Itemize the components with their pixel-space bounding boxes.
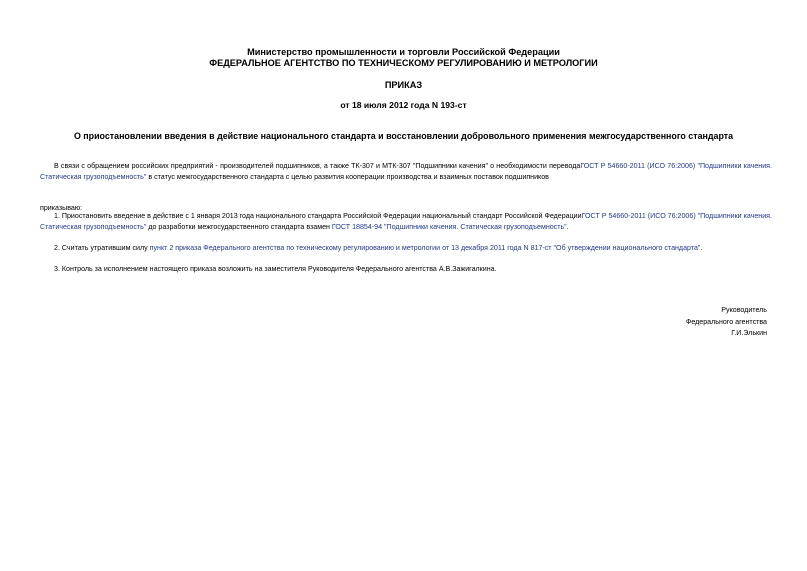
item-1-paragraph — [40, 211, 772, 234]
signature-position: Руководитель — [721, 306, 767, 314]
item-3-paragraph — [40, 264, 772, 275]
signature-agency: Федерального агентства — [685, 318, 767, 326]
item-3-text: 3. Контроль за исполнением настоящего приказа возложить на заместителя Руководителя Федерального агентства А.В.Зажигалкина. — [54, 265, 497, 273]
item-1-text: 1. Приостановить введение в действие с 1 января 2013 года национального стандарта Российской Федерации национальный стандарт Российской Федерации — [54, 212, 582, 220]
preamble-paragraph — [40, 161, 772, 184]
preamble-text: В связи с обращением российских предприятий - производителей подшипников, а также ТК-307 и МТК-307 "Подшипники качения" о необходимости перевода — [54, 162, 581, 170]
item-2-paragraph — [40, 243, 772, 254]
order-817-link[interactable]: пункт 2 приказа Федерального агентства по техническому регулированию и метрологии от 13 декабря 2011 года N 817-ст "Об утверждении национального стандарта" — [149, 244, 701, 252]
signature-name: Г.И.Элькин — [731, 329, 767, 337]
gost-r-54660-link-2[interactable]: ГОСТ Р 54660-2011 (ИСО 76:2006) "Подшипники качения. Статическая грузоподъемность" — [40, 212, 772, 232]
ministry-heading: Министерство промышленности и торговли Российской Федерации — [247, 47, 560, 57]
gost-18854-link[interactable]: ГОСТ 18854-94 "Подшипники качения. Статическая грузоподъемность" — [331, 223, 567, 232]
item-2-text: 2. Считать утратившим силу — [54, 244, 150, 252]
item-2-text-end: . — [700, 244, 703, 252]
document-date-number: от 18 июля 2012 года N 193-ст — [340, 100, 467, 110]
agency-heading: ФЕДЕРАЛЬНОЕ АГЕНТСТВО ПО ТЕХНИЧЕСКОМУ РЕГУЛИРОВАНИЮ И МЕТРОЛОГИИ — [209, 58, 598, 68]
document-title: О приостановлении введения в действие национального стандарта и восстановлении добровольного применения межгосударственного стандарта — [73, 131, 734, 141]
item-1-text-end: . — [566, 223, 569, 232]
item-1-text-mid: до разработки межгосударственного стандарта взамен — [146, 223, 332, 232]
gost-r-54660-link[interactable]: ГОСТ Р 54660-2011 (ИСО 76:2006) "Подшипники качения. Статическая грузоподъемность" — [40, 162, 772, 182]
document-type: ПРИКАЗ — [384, 80, 423, 90]
preamble-text-tail: в статус межгосударственного стандарта с целью развития кооперации производства и взаимных поставок подшипников — [146, 173, 549, 182]
decree-word: приказываю: — [40, 204, 83, 212]
